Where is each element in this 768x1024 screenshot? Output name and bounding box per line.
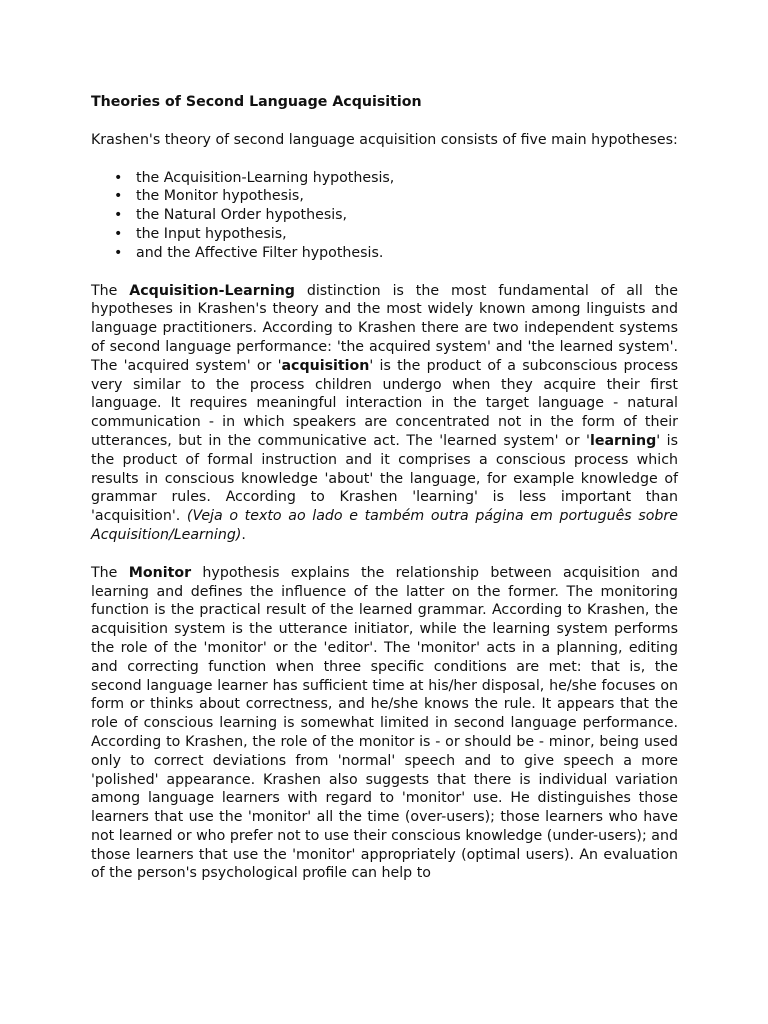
list-item-text: the Acquisition-Learning hypothesis, — [136, 169, 395, 186]
list-item — [114, 225, 678, 244]
term-monitor: Monitor — [128, 564, 192, 581]
paragraph-end: . — [241, 526, 246, 543]
term-acquisition-learning: Acquisition-Learning — [129, 282, 295, 299]
bullet-icon: • — [114, 244, 123, 261]
term-learning: learning — [589, 432, 657, 449]
bullet-icon: • — [114, 207, 123, 224]
paragraph-text: hypothesis explains the relationship between acquisition and learning and defines the influence of the latter on the former. The monitoring function is the practical result of the learned grammar. According to Krashen, the acquisition system is the utterance initiator, while the learning system performs the role of the 'monitor' or the 'editor'. The 'monitor' acts in a planning, editing and correcting function when three specific conditions are met: that is, the second language learner has sufficient time at his/her disposal, he/she focuses on form or thinks about correctness, and he/she knows the rule. It appears that the role of conscious learning is somewhat limited in second language performance. According to Krashen, the role of the monitor is - or should be - minor, being used only to correct deviations from 'normal' speech and to give speech a more 'polished' appearance. Krashen also suggests that there is individual variation among language learners with regard to 'monitor' use. He distinguishes those learners that use the 'monitor' all the time (over-users); those learners who have not learned or who prefer not to use their conscious knowledge (under-users); and those learners that use the 'monitor' appropriately (optimal users). An evaluation of the person's psychological profile can help to — [91, 564, 679, 882]
term-acquisition: acquisition — [281, 357, 370, 374]
list-item-text: the Input hypothesis, — [136, 225, 287, 242]
intro-paragraph: Krashen's theory of second language acquisition consists of five main hypotheses: — [91, 131, 678, 148]
paragraph-text: distinction is the most fundamental of all the hypotheses in Krashen's theory and the most widely known among linguists and language practitioners. According to Krashen there are two independent systems of second language performance: 'the acquired system' and 'the learned system'. The 'acquired system' or ' — [91, 282, 678, 374]
document-title: Theories of Second Language Acquisition — [91, 94, 422, 110]
acquisition-learning-paragraph — [91, 282, 678, 545]
bullet-icon: • — [114, 225, 123, 242]
hypotheses-list — [91, 169, 678, 263]
paragraph-text: ' is the product of a subconscious process very similar to the process children undergo when they acquire their first language. It requires meaningful interaction in the target language - natural communication - in which speakers are concentrated not in the form of their utterances, but in the communicative act. The 'learned system' or ' — [91, 357, 678, 449]
document-body — [91, 93, 678, 902]
paragraph-lead: The — [91, 282, 130, 299]
paragraph-lead: The — [91, 564, 129, 581]
list-item — [114, 244, 678, 263]
list-item-text: and the Affective Filter hypothesis. — [136, 244, 384, 261]
portuguese-note: (Veja o texto ao lado e também outra página em português sobre Acquisition/Learning) — [91, 508, 678, 543]
monitor-paragraph — [91, 564, 678, 884]
list-item — [114, 206, 678, 225]
list-item-text: the Natural Order hypothesis, — [136, 207, 348, 224]
paragraph-text: ' is the product of formal instruction and it comprises a conscious process which results in conscious knowledge 'about' the language, for example knowledge of grammar rules. According to Krashen 'learning' is less important than 'acquisition'. — [91, 432, 678, 525]
bullet-icon: • — [114, 188, 123, 205]
list-item-text: the Monitor hypothesis, — [136, 188, 304, 205]
list-item — [114, 169, 678, 188]
list-item — [114, 187, 678, 206]
bullet-icon: • — [114, 169, 123, 186]
